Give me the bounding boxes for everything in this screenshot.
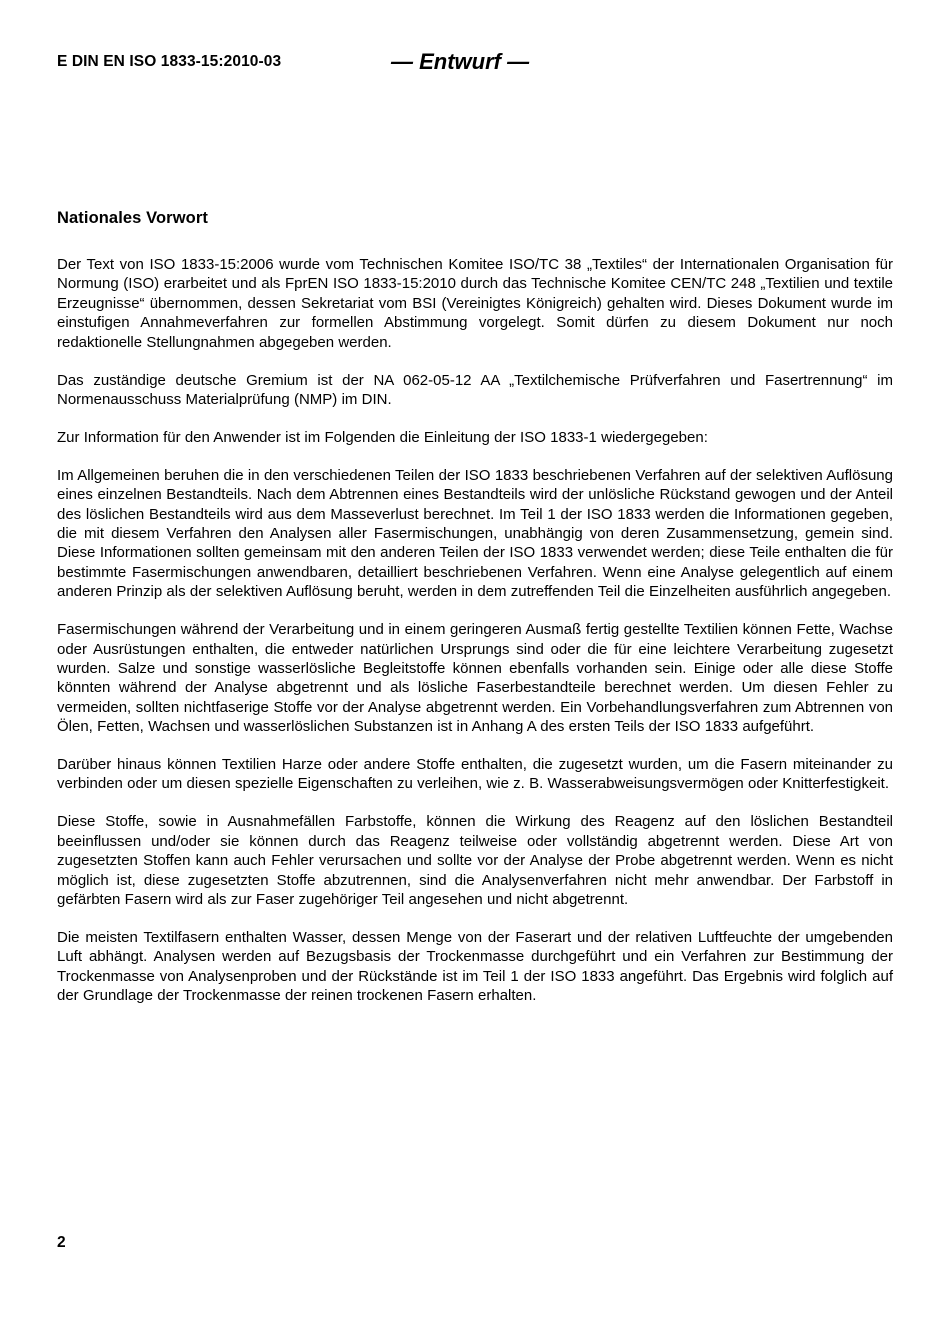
paragraph: Darüber hinaus können Textilien Harze oder andere Stoffe enthalten, die zugesetzt wurden, um die Fasern miteinander zu verbinden oder um diesen spezielle Eigenschaften zu verleihen, wie z. B. Wasserabweisungsvermögen oder Knitterfestigkeit. (57, 756, 893, 793)
paragraph: Im Allgemeinen beruhen die in den verschiedenen Teilen der ISO 1833 beschriebenen Verfahren auf der selektiven Auflösung eines einzelnen Bestandteils. Nach dem Abtrennen eines Bestandteils wird der unlösliche Rückstand gewogen und der Anteil des löslichen Bestandteils wird aus dem Masseverlust berechnet. Im Teil 1 der ISO 1833 werden die Informationen gegeben, die mit diesem Verfahren den Analysen aller Fasermischungen, unabhängig von deren Zusammensetzung, gemein sind. Diese Informationen sollten gemeinsam mit den anderen Teilen der ISO 1833 verwendet werden; diese Teile enthalten die für bestimmte Fasermischungen anwendbaren, detailliert beschriebenen Verfahren. Wenn eine Analyse gelegentlich auf einem anderen Prinzip als der selektiven Auflösung beruht, werden in dem zutreffenden Teil die Einzelheiten ausführlich angegeben. (57, 466, 893, 601)
paragraph: Der Text von ISO 1833-15:2006 wurde vom Technischen Komitee ISO/TC 38 „Textiles“ der Internationalen Organisation für Normung (ISO) erarbeitet und als FprEN ISO 1833-15:2010 durch das Technische Komitee CEN/TC 248 „Textilien und textile Erzeugnisse“ übernommen, dessen Sekretariat vom BSI (Vereinigtes Königreich) gehalten wird. Dieses Dokument wurde im einstufigen Annahmeverfahren zur formellen Abstimmung vorgelegt. Somit dürfen zu diesem Dokument nur noch redaktionelle Stellungnahmen abgegeben werden. (57, 256, 893, 351)
paragraph: Die meisten Textilfasern enthalten Wasser, dessen Menge von der Faserart und der relativen Luftfeuchte der umgebenden Luft abhängt. Analysen werden auf Bezugsbasis der Trockenmasse durchgeführt und ein Verfahren zur Bestimmung der Trockenmasse von Analysenproben und der Rückstände ist im Teil 1 der ISO 1833 angeführt. Das Ergebnis wird folglich auf der Grundlage der Trockenmasse der reinen trockenen Fasern erhalten. (57, 928, 893, 1005)
page-title: Nationales Vorwort (57, 209, 208, 227)
paragraph: Fasermischungen während der Verarbeitung und in einem geringeren Ausmaß fertig gestellte Textilien können Fette, Wachse oder Ausrüstungen enthalten, die entweder natürlichen Ursprungs sind oder die für eine leichtere Verarbeitung zugesetzt wurden. Salze und sonstige wasserlösliche Begleitstoffe können ebenfalls vorhanden sein. Einige oder alle diese Stoffe könnten während der Analyse abgetrennt und als lösliche Faserbestandteile berechnet werden. Um diesen Fehler zu vermeiden, sollten nichtfaserige Stoffe vor der Analyse abgetrennt werden. Ein Vorbehandlungsverfahren zum Abtrennen von Ölen, Fetten, Wachsen und wasserlöslichen Substanzen ist in Anhang A des ersten Teils der ISO 1833 aufgeführt. (57, 621, 893, 736)
paragraph: Diese Stoffe, sowie in Ausnahmefällen Farbstoffe, können die Wirkung des Reagenz auf den löslichen Bestandteil beeinflussen und/oder sie können durch das Reagenz teilweise oder vollständig abgetrennt werden. Diese Art von zugesetzten Stoffen kann auch Fehler verursachen und sollte vor der Analyse der Probe abgetrennt werden. Wenn es nicht möglich ist, diese zugesetzten Stoffe abzutrennen, sind die Analysenverfahren nicht mehr anwendbar. Der Farbstoff in gefärbten Fasern wird als zur Faser zugehöriger Teil angesehen und nicht abgetrennt. (57, 813, 893, 908)
draft-status-mark: — Entwurf — (391, 49, 530, 74)
page-number: 2 (57, 1234, 66, 1251)
page-header (57, 49, 893, 82)
document-body (57, 208, 893, 1006)
standard-reference: E DIN EN ISO 1833-15:2010-03 (57, 53, 282, 70)
paragraph: Zur Information für den Anwender ist im Folgenden die Einleitung der ISO 1833-1 wiedergegeben: (57, 428, 708, 446)
paragraph: Das zuständige deutsche Gremium ist der NA 062-05-12 AA „Textilchemische Prüfverfahren und Fasertrennung“ im Normenausschuss Materialprüfung (NMP) im DIN. (57, 371, 893, 408)
